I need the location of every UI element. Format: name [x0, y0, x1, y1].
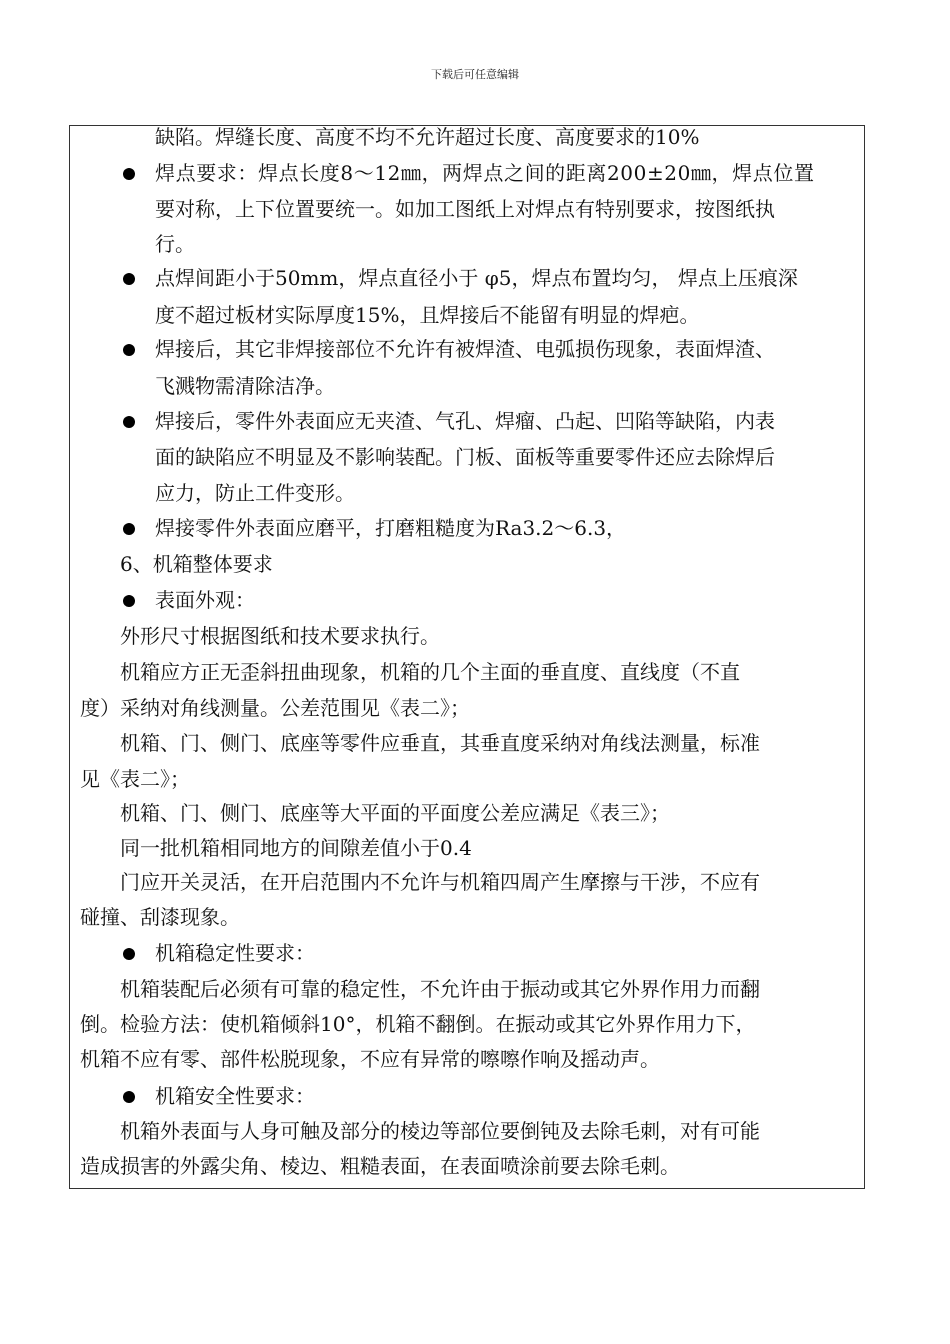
text-line: 度不超过板材实际厚度15%，且焊接后不能留有明显的焊疤。 — [155, 303, 700, 327]
subsection-heading: 机箱安全性要求： — [155, 1084, 315, 1108]
text-line: 外形尺寸根据图纸和技术要求执行。 — [120, 624, 440, 648]
page-header: 下载后可任意编辑 — [431, 68, 519, 81]
bullet-icon — [123, 948, 135, 960]
bullet-icon — [123, 595, 135, 607]
text-line: 面的缺陷应不明显及不影响装配。门板、面板等重要零件还应去除焊后 — [155, 445, 775, 469]
text-line: 焊接后，零件外表面应无夹渣、气孔、焊瘤、凸起、凹陷等缺陷，内表 — [155, 409, 775, 433]
bullet-icon — [123, 523, 135, 535]
text-line: 机箱外表面与人身可触及部分的棱边等部位要倒钝及去除毛刺，对有可能 — [120, 1119, 760, 1143]
bullet-icon — [123, 273, 135, 285]
bullet-icon — [123, 416, 135, 428]
text-line: 造成损害的外露尖角、棱边、粗糙表面，在表面喷涂前要去除毛刺。 — [80, 1154, 680, 1178]
text-line: 飞溅物需清除洁净。 — [155, 374, 335, 398]
bullet-icon — [123, 344, 135, 356]
bullet-icon — [123, 168, 135, 180]
subsection-heading: 表面外观： — [155, 588, 255, 612]
bullet-icon — [123, 1091, 135, 1103]
text-line: 点焊间距小于50mm，焊点直径小于 φ5，焊点布置均匀， 焊点上压痕深 — [155, 266, 798, 290]
text-line: 机箱应方正无歪斜扭曲现象，机箱的几个主面的垂直度、直线度（不直 — [120, 660, 740, 684]
text-line: 机箱、门、侧门、底座等大平面的平面度公差应满足《表三》； — [120, 801, 670, 825]
text-line: 应力，防止工件变形。 — [155, 481, 355, 505]
text-line: 度）采纳对角线测量。公差范围见《表二》； — [80, 696, 470, 720]
text-line: 碰撞、刮漆现象。 — [80, 905, 240, 929]
text-line: 要对称，上下位置要统一。如加工图纸上对焊点有特别要求，按图纸执 — [155, 197, 775, 221]
text-line: 机箱不应有零、部件松脱现象，不应有异常的嚓嚓作响及摇动声。 — [80, 1047, 660, 1071]
text-line: 焊接后，其它非焊接部位不允许有被焊渣、电弧损伤现象，表面焊渣、 — [155, 337, 775, 361]
text-line: 门应开关灵活，在开启范围内不允许与机箱四周产生摩擦与干涉，不应有 — [120, 870, 760, 894]
text-line: 机箱、门、侧门、底座等零件应垂直，其垂直度采纳对角线法测量，标准 — [120, 731, 760, 755]
text-line: 同一批机箱相同地方的间隙差值小于0.4 — [120, 836, 472, 860]
text-line: 焊点要求：焊点长度8～12㎜，两焊点之间的距离200±20㎜，焊点位置 — [155, 161, 815, 185]
section-heading: 6、机箱整体要求 — [120, 552, 273, 576]
text-line: 缺陷。焊缝长度、高度不均不允许超过长度、高度要求的10% — [155, 125, 700, 149]
text-line: 倒。检验方法：使机箱倾斜10°，机箱不翻倒。在振动或其它外界作用力下， — [80, 1012, 756, 1036]
subsection-heading: 机箱稳定性要求： — [155, 941, 315, 965]
text-line: 行。 — [155, 232, 195, 256]
text-line: 焊接零件外表面应磨平，打磨粗糙度为Ra3.2～6.3， — [155, 516, 627, 540]
text-line: 见《表二》； — [80, 767, 190, 791]
text-line: 机箱装配后必须有可靠的稳定性，不允许由于振动或其它外界作用力而翻 — [120, 977, 760, 1001]
